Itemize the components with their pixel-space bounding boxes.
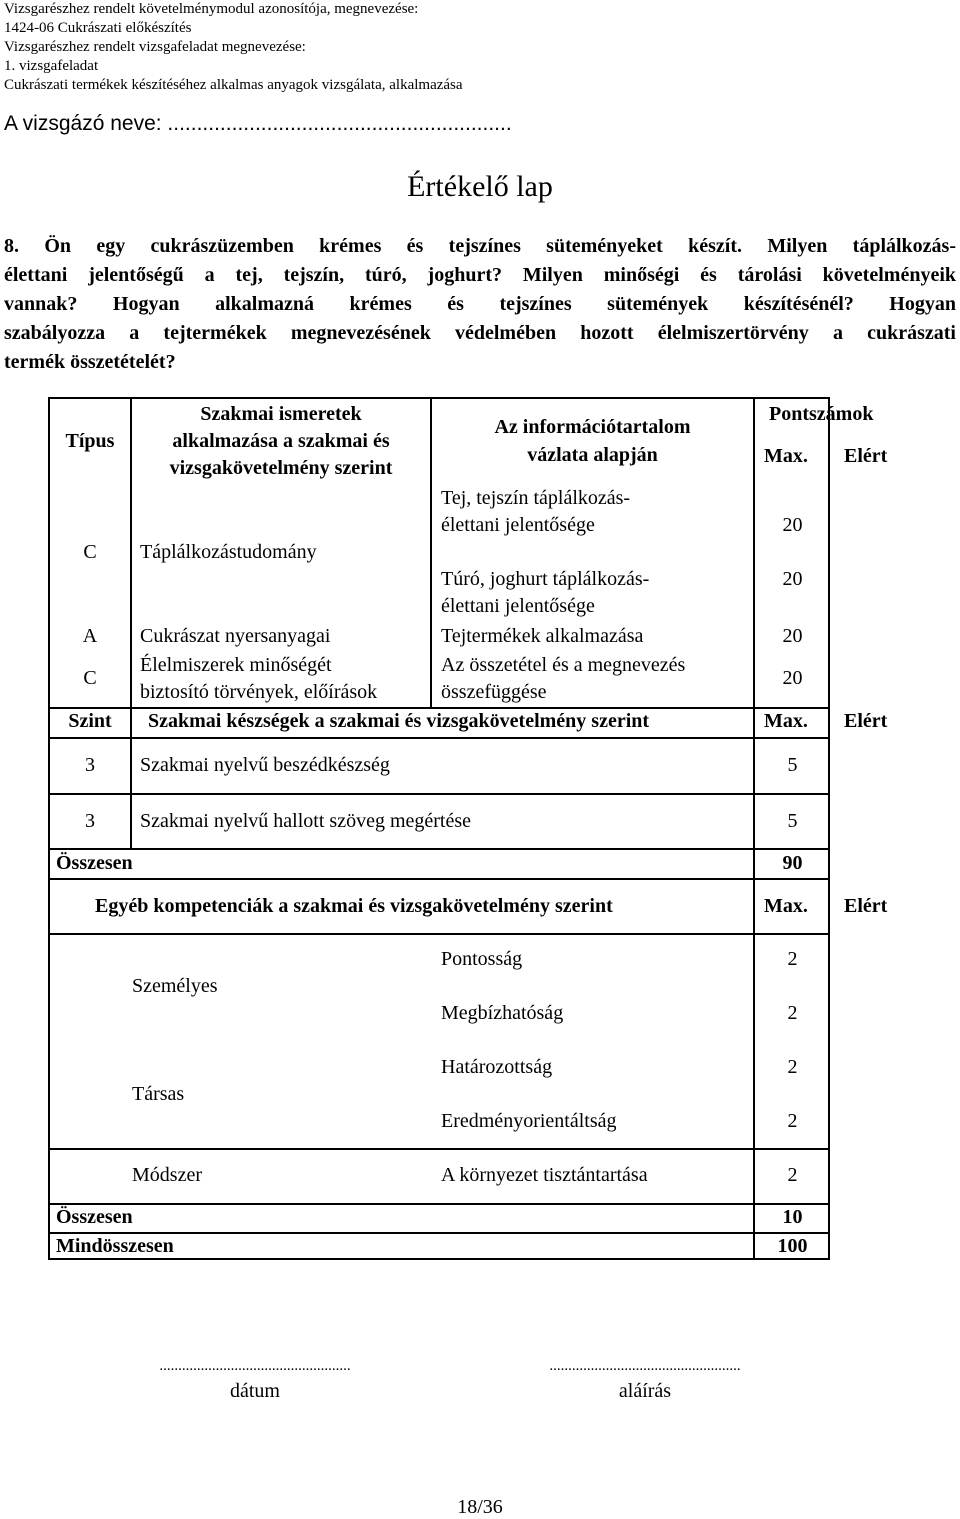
question-line: 8. Ön egy cukrászüzemben krémes és tejszínes süteményeket készít. Milyen táplálkozás- — [4, 235, 956, 257]
module-name: 1424-06 Cukrászati előkészítés — [4, 20, 192, 36]
module-label: Vizsgarészhez rendelt követelménymodul azonosítója, megnevezése: — [4, 1, 419, 17]
competency-item: Pontosság — [441, 948, 523, 970]
row-max: 20 — [782, 667, 803, 689]
table-rule — [48, 1148, 830, 1150]
candidate-name-field[interactable]: A vizsgázó neve: ........................................................... — [4, 112, 512, 135]
skills-header-level: Szint — [68, 710, 112, 732]
table-rule — [48, 793, 830, 795]
table-rule — [48, 1203, 830, 1205]
row-type: A — [82, 625, 98, 647]
competency-group: Módszer — [132, 1164, 202, 1186]
competency-item: Eredményorientáltság — [441, 1110, 617, 1132]
task-label: Vizsgarészhez rendelt vizsgafeladat megnevezése: — [4, 39, 306, 55]
question-line: élettani jelentőségű a tej, tejszín, túró, joghurt? Milyen minőségi és tárolási követelményeik — [4, 264, 956, 286]
row-item: összefüggése — [441, 681, 547, 703]
competency-item: Megbízhatóság — [441, 1002, 564, 1024]
other-header-max: Max. — [764, 895, 808, 917]
row-item: Az összetétel és a megnevezés — [441, 654, 686, 676]
competency-max: 2 — [787, 948, 798, 970]
row-item: élettani jelentősége — [441, 595, 595, 617]
signature-line[interactable]: ................................................... — [549, 1358, 741, 1374]
date-line[interactable]: ................................................... — [159, 1358, 351, 1374]
col-header-type: Típus — [65, 430, 115, 452]
page-title: Értékelő lap — [407, 170, 553, 203]
row-item: Túró, joghurt táplálkozás- — [441, 568, 650, 590]
col-header-info: Az információtartalom — [494, 416, 691, 438]
row-item: élettani jelentősége — [441, 514, 595, 536]
question-line: termék összetételét? — [4, 351, 176, 373]
other-header-achieved: Elért — [844, 895, 888, 917]
row-area: Táplálkozástudomány — [140, 541, 317, 563]
skill-label: Szakmai nyelvű beszédkészség — [140, 754, 390, 776]
row-type: C — [83, 667, 97, 689]
col-header-achieved: Elért — [844, 445, 888, 467]
competency-group: Társas — [132, 1083, 185, 1105]
col-header-knowledge: Szakmai ismeretek — [200, 403, 362, 425]
competency-group: Személyes — [132, 975, 218, 997]
row-max: 20 — [782, 625, 803, 647]
skills-header-max: Max. — [764, 710, 808, 732]
signature-label: aláírás — [618, 1380, 672, 1402]
skills-header-achieved: Elért — [844, 710, 888, 732]
table-rule — [48, 848, 830, 850]
skill-max: 5 — [787, 810, 798, 832]
row-area: Élelmiszerek minőségét — [140, 654, 332, 676]
row-max: 20 — [782, 514, 803, 536]
subtotal-label: Összesen — [56, 1206, 133, 1228]
competency-max: 2 — [787, 1002, 798, 1024]
competency-item: Határozottság — [441, 1056, 553, 1078]
row-area: Cukrászat nyersanyagai — [140, 625, 331, 647]
date-label: dátum — [230, 1380, 280, 1402]
table-rule — [48, 878, 830, 880]
subtotal-label: Összesen — [56, 852, 133, 874]
exam-question — [4, 232, 956, 377]
col-header-knowledge: vizsgakövetelmény szerint — [169, 457, 393, 479]
other-header-label: Egyéb kompetenciák a szakmai és vizsgakövetelmény szerint — [95, 895, 613, 917]
row-area: biztosító törvények, előírások — [140, 681, 378, 703]
question-line: szabályozza a tejtermékek megnevezésének védelmében hozott élelmiszertörvény a cukrászati — [4, 322, 956, 344]
competency-max: 2 — [787, 1164, 798, 1186]
row-item: Tej, tejszín táplálkozás- — [441, 487, 631, 509]
subtotal-value: 10 — [782, 1206, 803, 1228]
row-type: C — [83, 541, 97, 563]
competency-max: 2 — [787, 1056, 798, 1078]
table-rule — [130, 737, 132, 848]
task-name: Cukrászati termékek készítéséhez alkalmas anyagok vizsgálata, alkalmazása — [4, 77, 463, 93]
skill-level: 3 — [85, 754, 95, 776]
question-line: vannak? Hogyan alkalmazná krémes és tejszínes sütemények készítésénél? Hogyan — [4, 293, 956, 315]
col-header-info: vázlata alapján — [527, 444, 658, 466]
row-item: Tejtermékek alkalmazása — [441, 625, 644, 647]
subtotal-value: 90 — [782, 852, 803, 874]
skill-label: Szakmai nyelvű hallott szöveg megértése — [140, 810, 472, 832]
skill-level: 3 — [85, 810, 95, 832]
row-max: 20 — [782, 568, 803, 590]
col-header-knowledge: alkalmazása a szakmai és — [172, 430, 390, 452]
competency-max: 2 — [787, 1110, 798, 1132]
table-rule — [48, 933, 830, 935]
skill-max: 5 — [787, 754, 798, 776]
grand-total-value: 100 — [777, 1235, 808, 1257]
table-rule — [48, 737, 830, 739]
col-header-scores: Pontszámok — [769, 403, 874, 425]
col-header-max: Max. — [764, 445, 808, 467]
task-number: 1. vizsgafeladat — [4, 58, 99, 74]
page-number: 18/36 — [457, 1496, 503, 1518]
skills-header-label: Szakmai készségek a szakmai és vizsgakövetelmény szerint — [148, 710, 650, 732]
competency-item: A környezet tisztántartása — [441, 1164, 648, 1186]
grand-total-label: Mindösszesen — [56, 1235, 174, 1257]
